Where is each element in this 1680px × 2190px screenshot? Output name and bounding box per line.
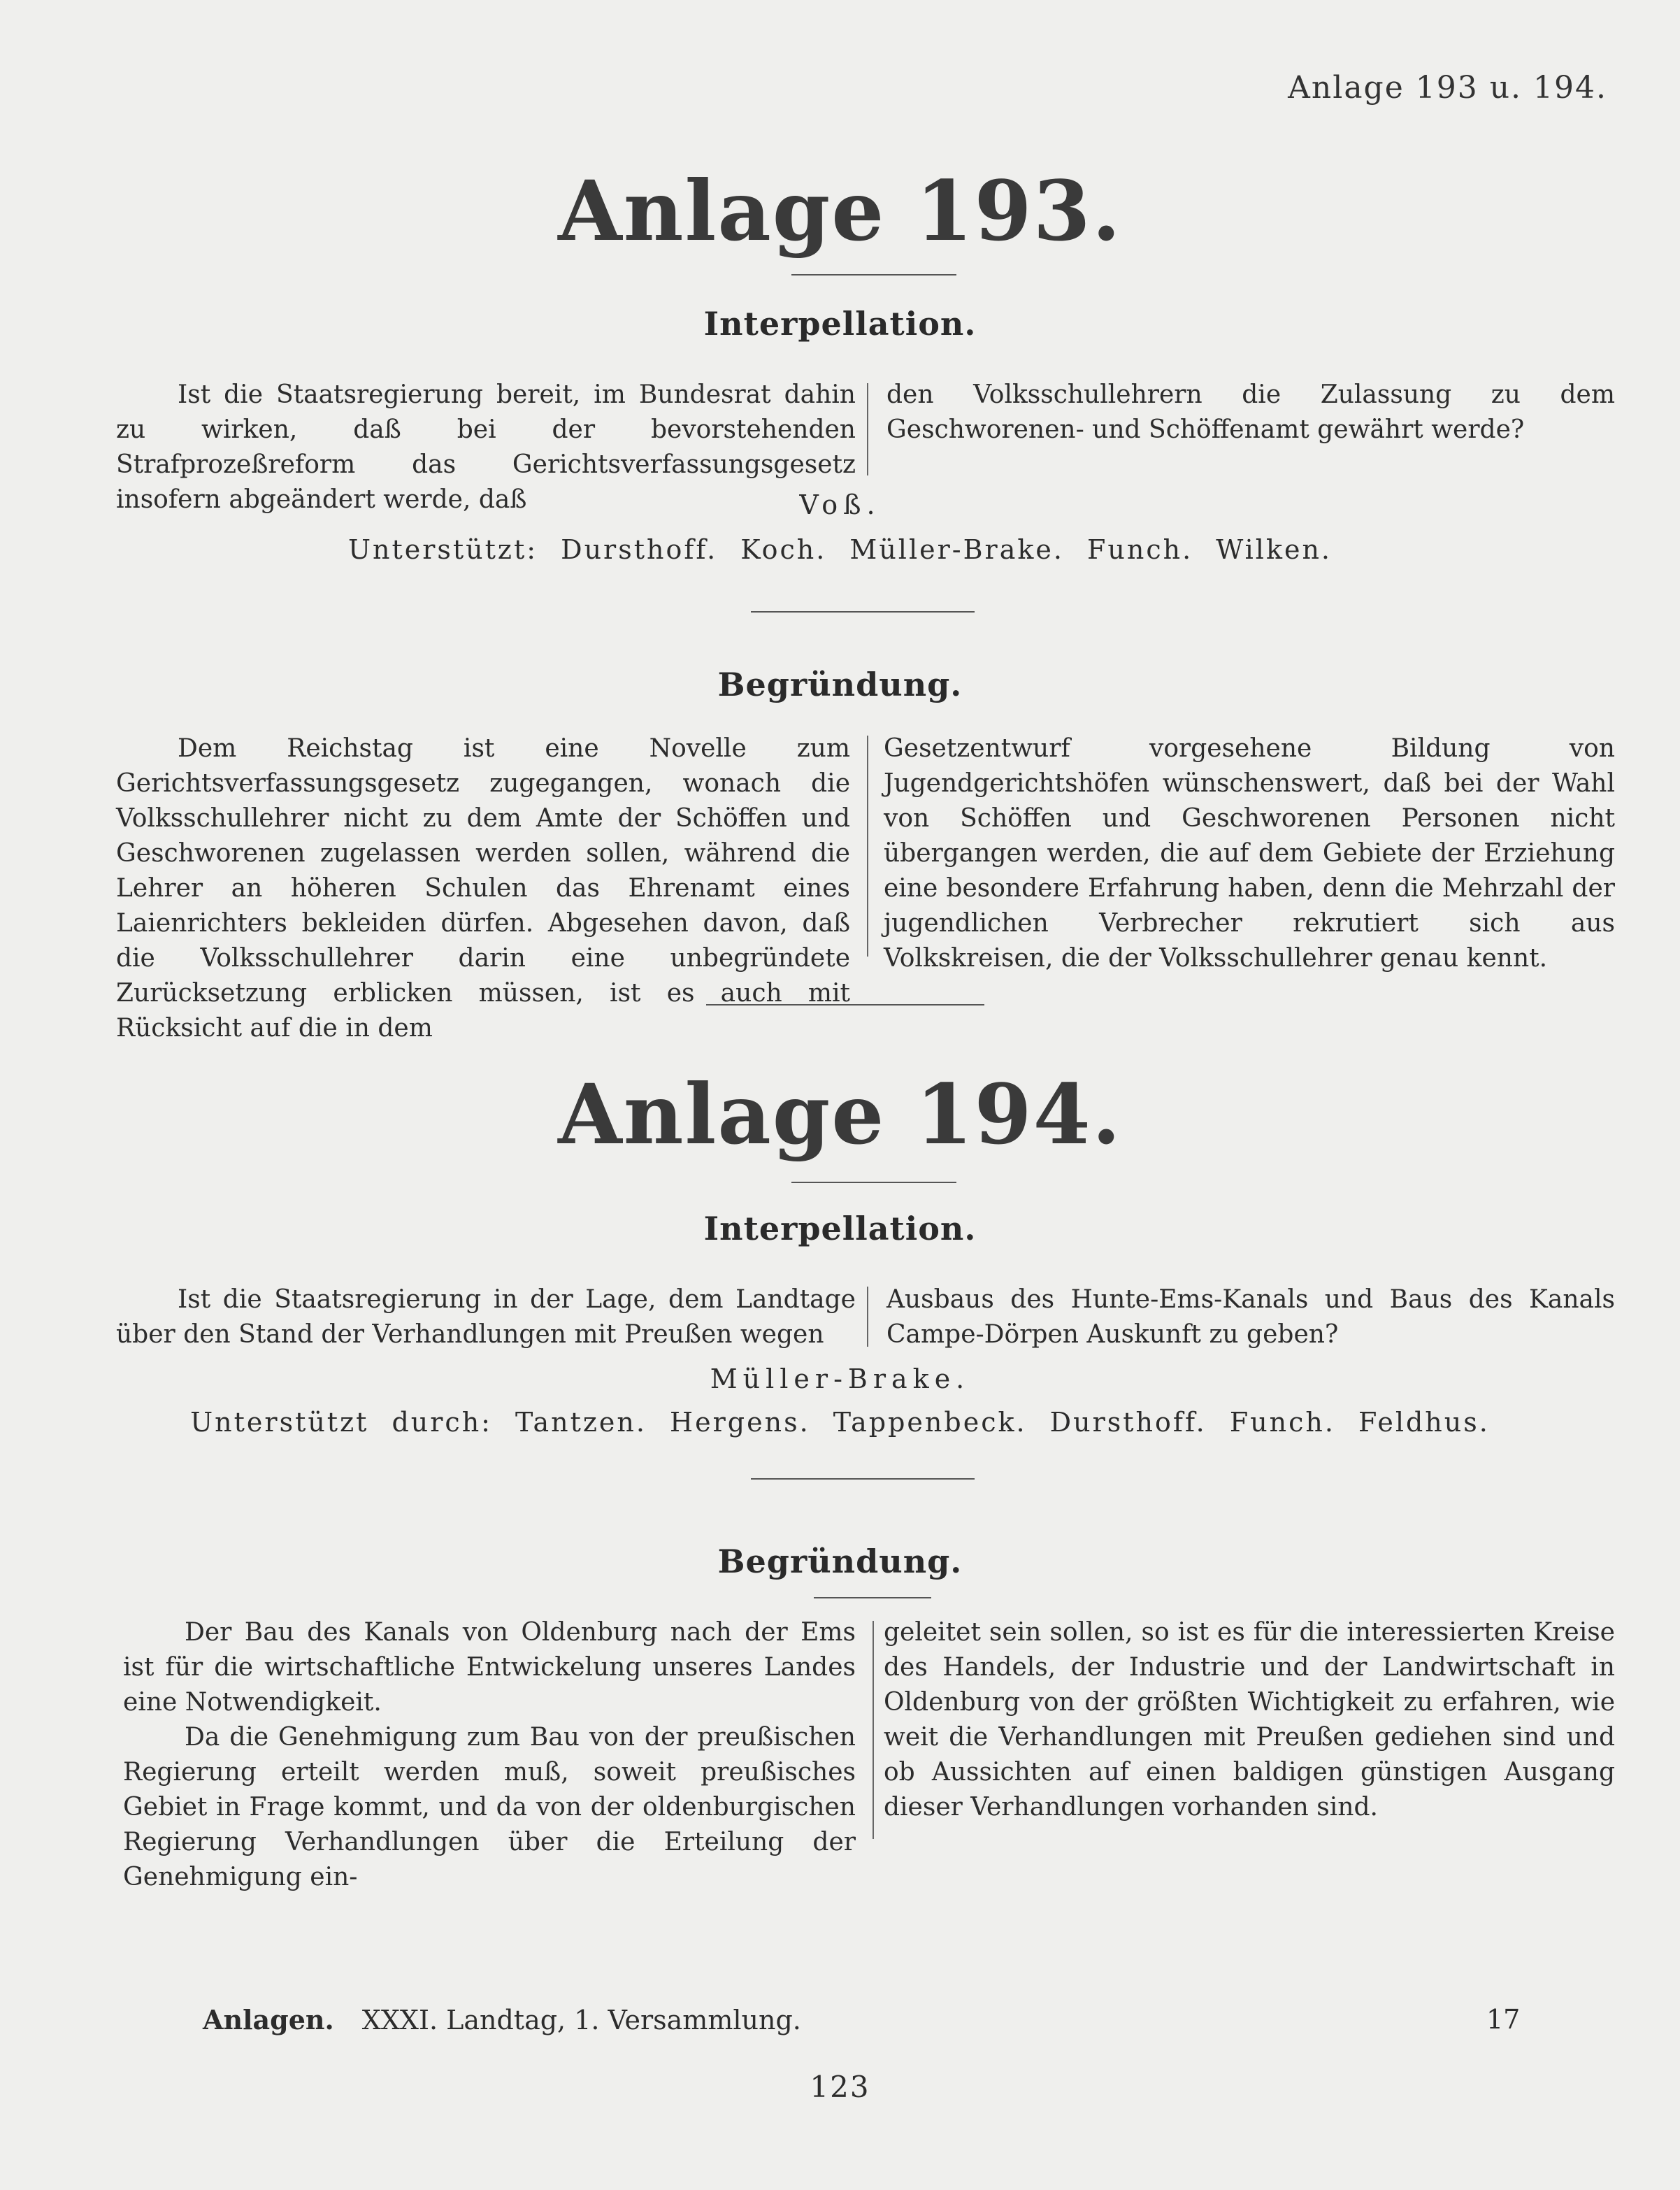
paragraph: den Volksschullehrern die Zulassung zu dem Geschworenen- und Schöffenamt gewährt werde? bbox=[886, 380, 1615, 444]
paragraph: Dem Reichstag ist eine Novelle zum Gerichtsverfassungsgesetz zugegangen, wonach die Volksschullehrer nicht zu dem Amte der Schöffen und Geschworenen zugelassen werden sollen, während die Lehrer an höheren Schulen das Ehrenamt eines Laienrichters bekleiden dürfen. Abgesehen davon, daß die Volksschullehrer darin eine unbegründete Zurücksetzung erblicken müssen, ist es auch mit Rücksicht auf die in dem bbox=[116, 734, 850, 1043]
begruendung-text-193 bbox=[116, 731, 1615, 1046]
interpellation-heading: Interpellation. bbox=[703, 305, 977, 343]
section-rule bbox=[751, 1478, 975, 1480]
anlage-194-title: Anlage 194. bbox=[558, 1066, 1122, 1163]
interpellation-heading: Interpellation. bbox=[703, 1210, 977, 1247]
interpellation-text-194 bbox=[116, 1282, 1615, 1352]
footer-reference bbox=[203, 2004, 801, 2035]
paragraph: Gesetzentwurf vorgesehene Bildung von Jugendgerichtshöfen wünschenswert, daß bei der Wahl von Schöffen und Geschworenen Personen nicht übergangen werden, die auf dem Gebiete der Erziehung eine besondere Erfahrung haben, denn die Mehrzahl der jugendlichen Verbrecher rekrutiert sich aus Volkskreisen, die der Volksschullehrer genau kennt. bbox=[884, 734, 1615, 973]
column-divider bbox=[873, 1621, 874, 1839]
section-rule bbox=[751, 611, 975, 613]
running-head: Anlage 193 u. 194. bbox=[1288, 70, 1607, 106]
column-divider bbox=[867, 736, 868, 957]
heading-rule bbox=[814, 1597, 931, 1598]
paragraph: Ausbaus des Hunte-Ems-Kanals und Baus des Kanals Campe-Dörpen Auskunft zu geben? bbox=[886, 1285, 1615, 1349]
paragraph: Da die Genehmigung zum Bau von der preußischen Regierung erteilt werden muß, soweit preußisches Gebiet in Frage kommt, und da von der oldenburgischen Regierung Verhandlungen über die Erteilung der Genehmigung ein- bbox=[123, 1723, 856, 1891]
begruendung-heading: Begründung. bbox=[717, 1543, 963, 1580]
left-column bbox=[123, 1615, 856, 1895]
column-divider bbox=[867, 1287, 868, 1347]
supporters-193: Unterstützt: Dursthoff. Koch. Müller-Brake. Funch. Wilken. bbox=[347, 534, 1333, 565]
right-column bbox=[884, 731, 1615, 1046]
title-rule bbox=[791, 1182, 956, 1183]
left-column bbox=[116, 731, 850, 1046]
paragraph: Ist die Staatsregierung bereit, im Bundesrat dahin zu wirken, daß bei der bevorstehenden Strafprozeßreform das Gerichtsverfassungsgesetz insofern abgeändert werde, daß bbox=[116, 380, 856, 514]
anlage-193-title: Anlage 193. bbox=[558, 162, 1122, 259]
footer-label: Anlagen. bbox=[203, 2004, 334, 2035]
begruendung-text-194 bbox=[123, 1615, 1615, 1895]
title-rule bbox=[791, 274, 956, 275]
paragraph: geleitet sein sollen, so ist es für die interessierten Kreise des Handels, der Industrie und der Landwirtschaft in Oldenburg von der größten Wichtigkeit zu erfahren, wie weit die Verhandlungen mit Preußen gediehen sind und ob Aussichten auf einen baldigen günstigen Ausgang dieser Verhandlungen vorhanden sind. bbox=[884, 1618, 1615, 1822]
page-number: 123 bbox=[810, 2070, 870, 2104]
left-column bbox=[116, 1282, 856, 1352]
anlage-separator-rule bbox=[706, 1004, 984, 1005]
paragraph: Ist die Staatsregierung in der Lage, dem Landtage über den Stand der Verhandlungen mit Preußen wegen bbox=[116, 1285, 856, 1349]
sheet-number: 17 bbox=[1486, 2004, 1521, 2035]
column-divider bbox=[867, 383, 868, 475]
begruendung-heading: Begründung. bbox=[717, 666, 963, 703]
right-column bbox=[884, 1615, 1615, 1895]
paragraph: Der Bau des Kanals von Oldenburg nach der Ems ist für die wirtschaftliche Entwickelung unseres Landes eine Notwendigkeit. bbox=[123, 1618, 856, 1717]
footer-session: XXXI. Landtag, 1. Versammlung. bbox=[361, 2005, 801, 2035]
right-column bbox=[886, 1282, 1615, 1352]
supporters-194: Unterstützt durch: Tantzen. Hergens. Tappenbeck. Dursthoff. Funch. Feldhus. bbox=[190, 1407, 1490, 1438]
signer-193: Voß. bbox=[799, 489, 881, 520]
signer-194: Müller-Brake. bbox=[710, 1364, 970, 1394]
